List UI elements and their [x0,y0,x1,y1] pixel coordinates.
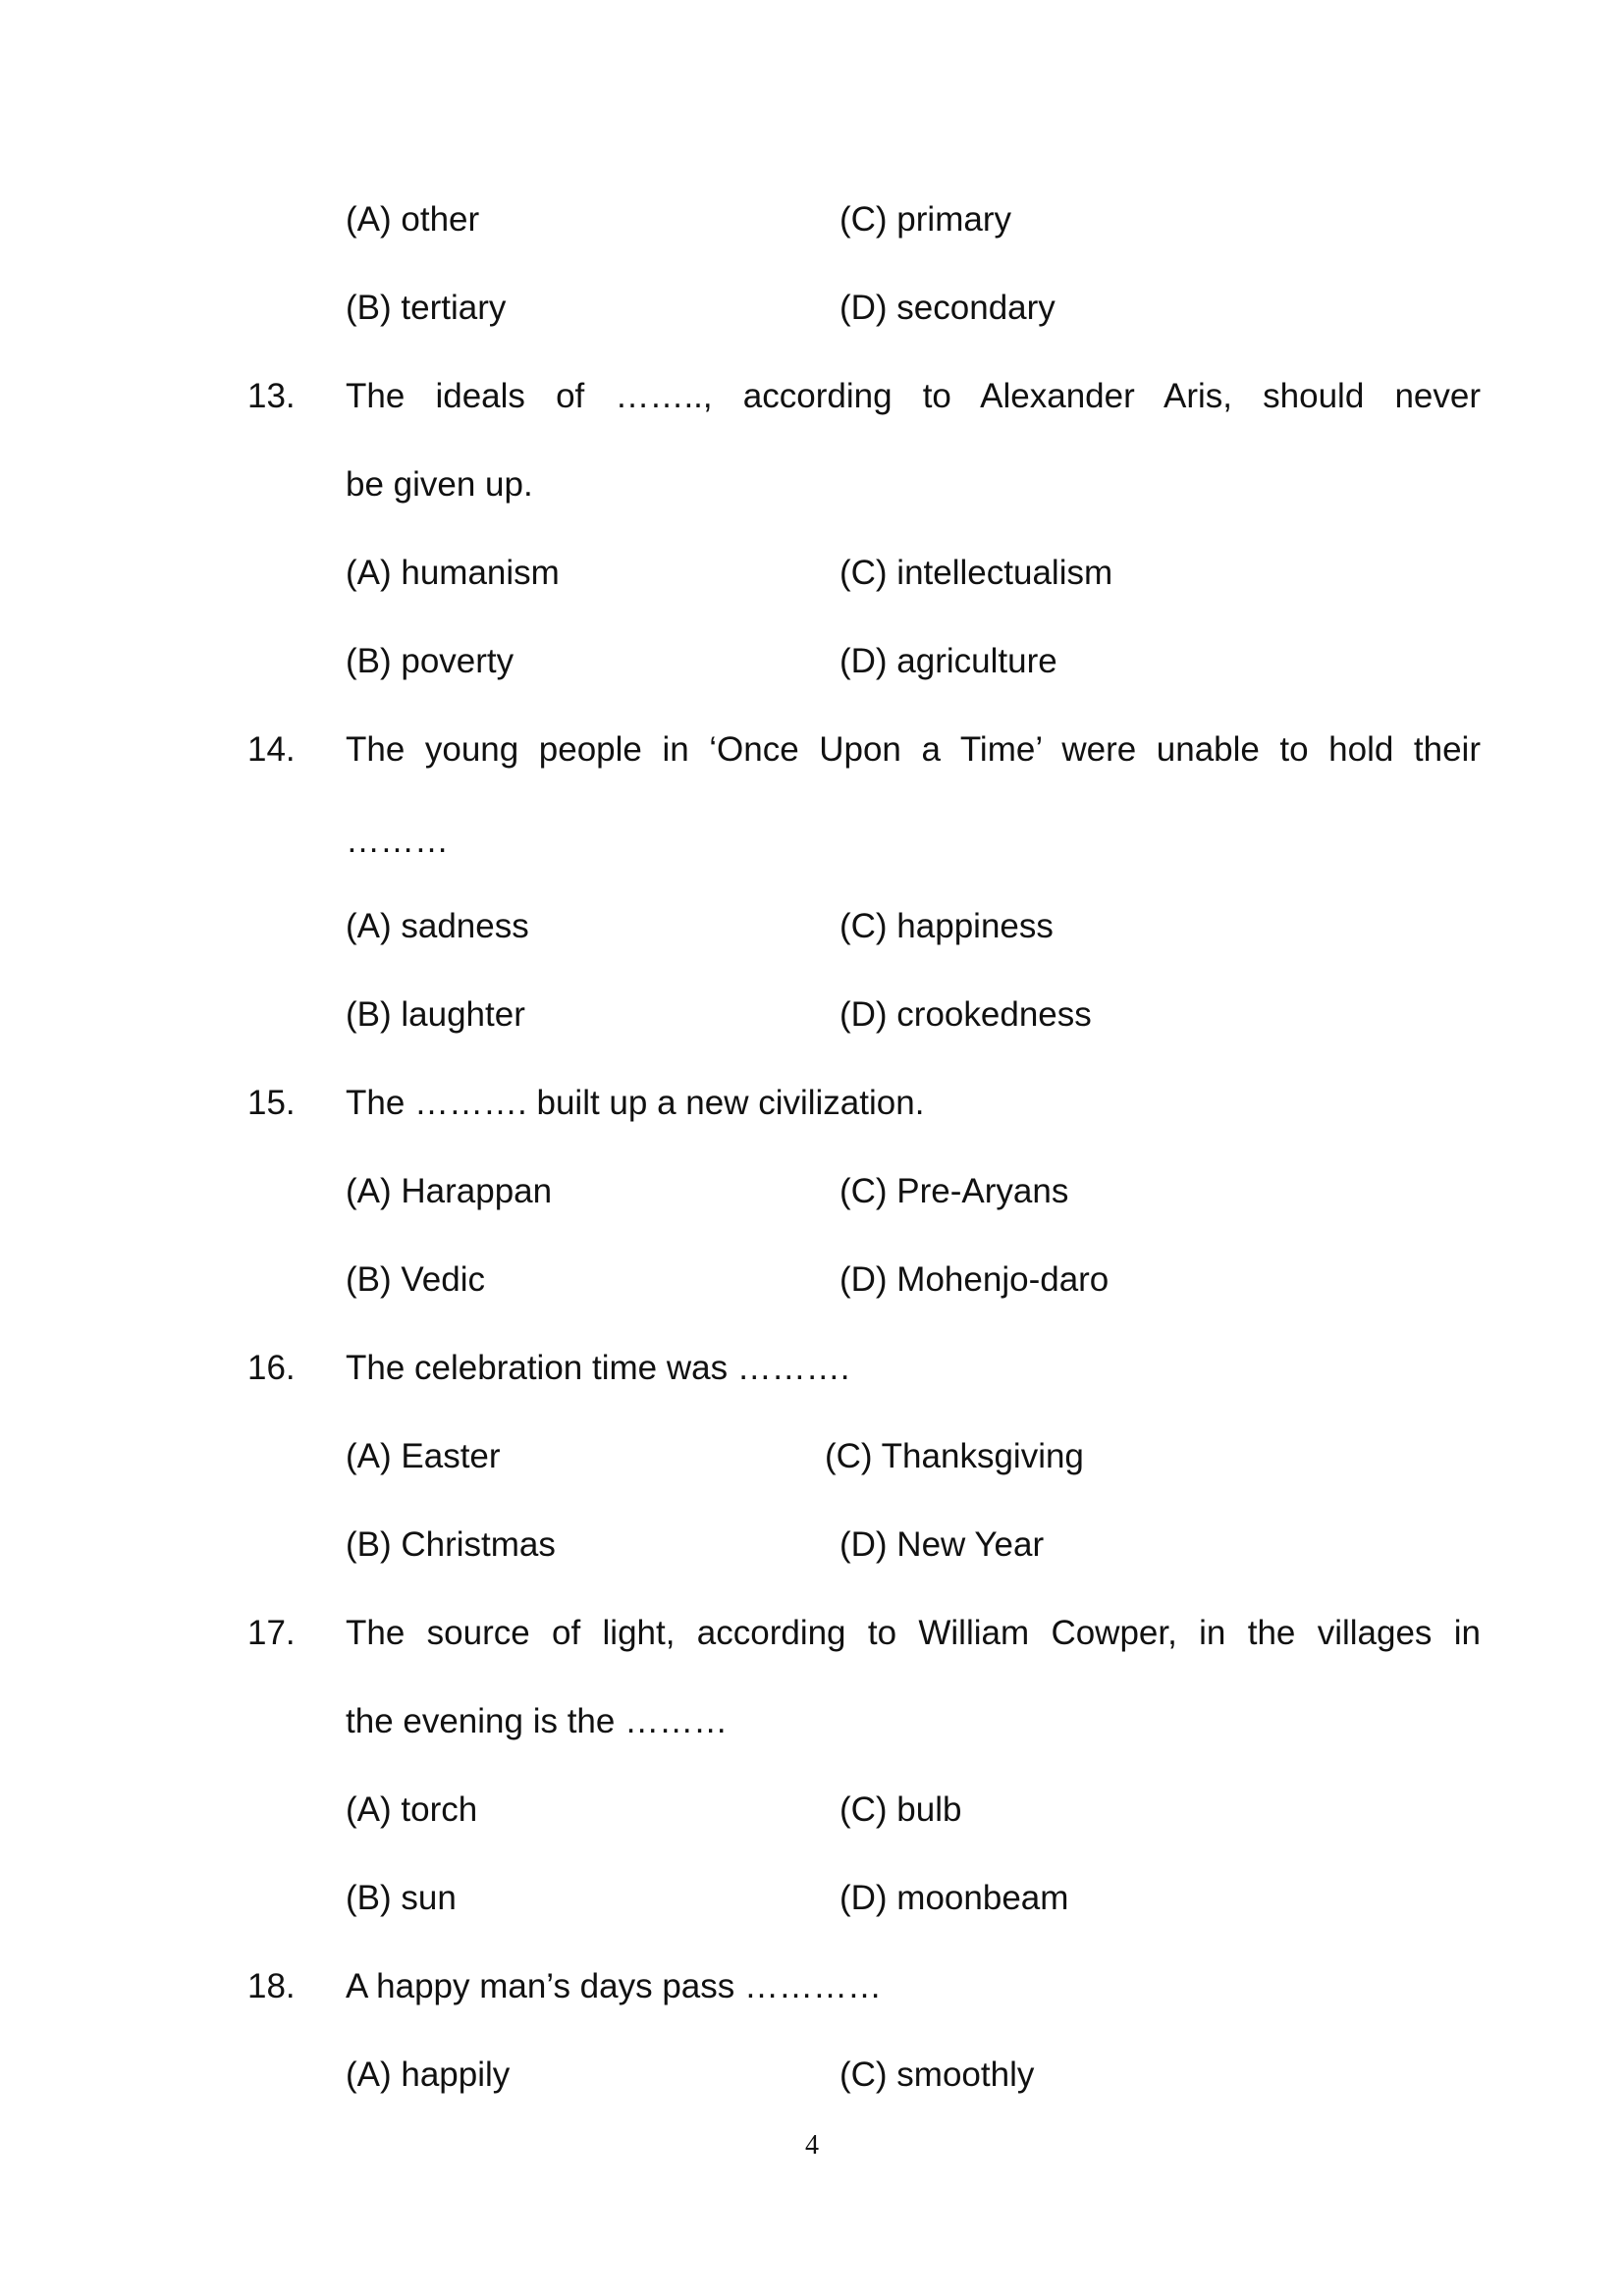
question-number-14: 14. [247,730,296,769]
q12-option-a: (A) other [346,200,480,239]
question-17-text-line-1: The source of light, according to William Cowper, in the villages in [346,1614,1481,1652]
question-number-17: 17. [247,1614,296,1652]
q13-option-b: (B) poverty [346,642,514,680]
q14-option-c: (C) happiness [839,907,1054,945]
question-16-text-line-1: The celebration time was ………. [346,1349,850,1387]
question-18-text-line-1: A happy man’s days pass ………… [346,1967,882,2005]
question-13-text-line-1: The ideals of …….., according to Alexander Aris, should never [346,377,1481,415]
q16-option-a: (A) Easter [346,1437,501,1475]
q17-option-c: (C) bulb [839,1790,962,1829]
q17-option-b: (B) sun [346,1879,457,1917]
q13-option-a: (A) humanism [346,554,560,592]
q14-option-d: (D) crookedness [839,995,1092,1034]
q16-option-c: (C) Thanksgiving [825,1437,1084,1475]
q17-option-a: (A) torch [346,1790,478,1829]
question-14-text-line-2: ……… [346,822,449,860]
question-number-15: 15. [247,1084,296,1122]
q13-option-d: (D) agriculture [839,642,1057,680]
q15-option-b: (B) Vedic [346,1260,485,1299]
q12-option-b: (B) tertiary [346,289,507,327]
q13-option-c: (C) intellectualism [839,554,1113,592]
question-number-13: 13. [247,377,296,415]
q15-option-c: (C) Pre-Aryans [839,1172,1069,1210]
q17-option-d: (D) moonbeam [839,1879,1069,1917]
question-number-16: 16. [247,1349,296,1387]
q18-option-c: (C) smoothly [839,2056,1035,2094]
q14-option-b: (B) laughter [346,995,525,1034]
question-15-text-line-1: The ………. built up a new civilization. [346,1084,925,1122]
q12-option-d: (D) secondary [839,289,1056,327]
question-14-text-line-1: The young people in ‘Once Upon a Time’ were unable to hold their [346,730,1481,769]
question-17-text-line-2: the evening is the ……… [346,1702,729,1740]
q12-option-c: (C) primary [839,200,1011,239]
question-13-text-line-2: be given up. [346,465,533,504]
q14-option-a: (A) sadness [346,907,529,945]
q18-option-a: (A) happily [346,2056,511,2094]
q16-option-b: (B) Christmas [346,1525,556,1564]
q16-option-d: (D) New Year [839,1525,1045,1564]
q15-option-d: (D) Mohenjo-daro [839,1260,1110,1299]
question-number-18: 18. [247,1967,296,2005]
page-number: 4 [805,2130,819,2161]
q15-option-a: (A) Harappan [346,1172,553,1210]
